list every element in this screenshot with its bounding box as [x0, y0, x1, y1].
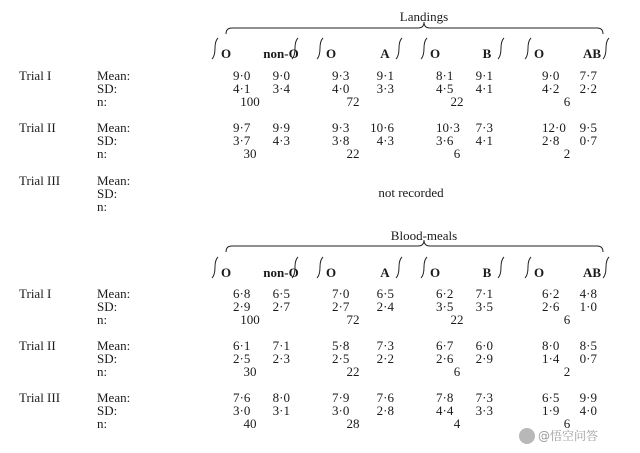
- n-value: 72: [346, 312, 360, 327]
- section-title: Blood-meals: [390, 228, 458, 243]
- sd-value: 4·5: [436, 81, 454, 96]
- sd-value: 3·7: [233, 133, 251, 148]
- group-bracket: [525, 257, 531, 278]
- sd-value: 2·7: [332, 299, 350, 314]
- stat-label: n:: [97, 199, 108, 214]
- stat-label: SD:: [97, 351, 118, 366]
- stat-label: SD:: [97, 133, 118, 148]
- group-bracket: [498, 257, 504, 278]
- mean-value: 10·3: [436, 120, 460, 135]
- group-bracket: [421, 38, 427, 59]
- sd-value: 2·5: [332, 351, 350, 366]
- sd-value: 2·2: [376, 351, 394, 366]
- mean-value: 7·3: [376, 338, 394, 353]
- stat-label: n:: [97, 146, 108, 161]
- n-value: 2: [563, 364, 571, 379]
- mean-value: 9·5: [579, 120, 597, 135]
- mean-value: 7·9: [332, 390, 350, 405]
- sd-value: 0·7: [579, 351, 597, 366]
- mean-value: 7·3: [475, 390, 493, 405]
- watermark-text: @悟空问答: [538, 429, 599, 443]
- mean-value: 8·0: [272, 390, 290, 405]
- mean-value: 9·9: [272, 120, 290, 135]
- sd-value: 4·1: [233, 81, 251, 96]
- group-bracket: [421, 257, 427, 278]
- group-header-label: AB: [582, 46, 602, 61]
- mean-value: 4·8: [579, 286, 597, 301]
- sd-value: 4·0: [579, 403, 597, 418]
- group-header-label: O: [325, 46, 337, 61]
- mean-value: 9·0: [233, 68, 251, 83]
- section-brace: [226, 240, 603, 252]
- sd-value: 0·7: [579, 133, 597, 148]
- mean-value: 8·5: [579, 338, 597, 353]
- n-value: 22: [346, 146, 360, 161]
- sd-value: 3·8: [332, 133, 350, 148]
- n-value: 100: [240, 312, 260, 327]
- trial-name: Trial II: [19, 120, 56, 135]
- n-value: 6: [453, 146, 461, 161]
- group-header-label: B: [482, 46, 492, 61]
- group-header-label: B: [482, 265, 492, 280]
- sd-value: 3·4: [272, 81, 290, 96]
- mean-value: 6·7: [436, 338, 454, 353]
- group-header-label: O: [429, 265, 441, 280]
- mean-value: 6·5: [542, 390, 560, 405]
- sd-value: 3·5: [436, 299, 454, 314]
- sd-value: 4·0: [332, 81, 350, 96]
- mean-value: 8·1: [436, 68, 454, 83]
- mean-value: 6·1: [233, 338, 251, 353]
- n-value: 22: [450, 312, 464, 327]
- stat-label: Mean:: [97, 68, 131, 83]
- n-value: 6: [453, 364, 461, 379]
- group-header-label: O: [325, 265, 337, 280]
- mean-value: 7·1: [272, 338, 290, 353]
- section-title: Landings: [399, 9, 449, 24]
- sd-value: 3·6: [436, 133, 454, 148]
- mean-value: 9·7: [233, 120, 251, 135]
- group-header-label: O: [220, 265, 232, 280]
- trial-name: Trial I: [19, 68, 52, 83]
- sd-value: 3·3: [475, 403, 493, 418]
- group-bracket: [525, 38, 531, 59]
- n-value: 4: [453, 416, 461, 431]
- sd-value: 3·5: [475, 299, 493, 314]
- stat-label: Mean:: [97, 286, 131, 301]
- n-value: 22: [346, 364, 360, 379]
- n-value: 72: [346, 94, 360, 109]
- stat-label: SD:: [97, 299, 118, 314]
- mean-value: 6·8: [233, 286, 251, 301]
- stat-label: Mean:: [97, 390, 131, 405]
- trial-name: Trial II: [19, 338, 56, 353]
- mean-value: 9·0: [542, 68, 560, 83]
- sd-value: 3·3: [376, 81, 394, 96]
- sd-value: 2·8: [376, 403, 394, 418]
- group-bracket: [603, 257, 609, 278]
- n-value: 40: [243, 416, 257, 431]
- sd-value: 4·2: [542, 81, 560, 96]
- mean-value: 7·6: [376, 390, 394, 405]
- sd-value: 1·4: [542, 351, 560, 366]
- sd-value: 4·3: [376, 133, 394, 148]
- mean-value: 6·5: [272, 286, 290, 301]
- mean-value: 6·0: [475, 338, 493, 353]
- mean-value: 12·0: [542, 120, 566, 135]
- group-bracket: [212, 38, 218, 59]
- mean-value: 6·5: [376, 286, 394, 301]
- stat-label: n:: [97, 312, 108, 327]
- sd-value: 4·1: [475, 81, 493, 96]
- mean-value: 9·3: [332, 68, 350, 83]
- trial-name: Trial III: [19, 390, 61, 405]
- sd-value: 3·1: [272, 403, 290, 418]
- sd-value: 3·0: [233, 403, 251, 418]
- group-bracket: [603, 38, 609, 59]
- stat-label: Mean:: [97, 120, 131, 135]
- stat-label: Mean:: [97, 173, 131, 188]
- trial-name: Trial III: [19, 173, 61, 188]
- mean-value: 7·7: [579, 68, 597, 83]
- n-value: 6: [563, 312, 571, 327]
- stat-label: SD:: [97, 81, 118, 96]
- group-bracket: [292, 257, 298, 278]
- n-value: 30: [243, 146, 257, 161]
- stat-label: n:: [97, 364, 108, 379]
- group-header-label: AB: [582, 265, 602, 280]
- group-header-label: O: [429, 46, 441, 61]
- sd-value: 2·6: [542, 299, 560, 314]
- section-brace: [226, 22, 603, 34]
- n-value: 22: [450, 94, 464, 109]
- not-recorded-note: not recorded: [378, 185, 444, 200]
- n-value: 30: [243, 364, 257, 379]
- mean-value: 7·3: [475, 120, 493, 135]
- mean-value: 9·9: [579, 390, 597, 405]
- mean-value: 7·0: [332, 286, 350, 301]
- group-header-label: non-O: [263, 46, 299, 61]
- group-bracket: [396, 38, 402, 59]
- n-value: 6: [563, 94, 571, 109]
- stat-label: Mean:: [97, 338, 131, 353]
- stat-label: n:: [97, 416, 108, 431]
- sd-value: 2·9: [233, 299, 251, 314]
- group-bracket: [317, 257, 323, 278]
- sd-value: 2·7: [272, 299, 290, 314]
- stat-label: SD:: [97, 403, 118, 418]
- sd-value: 2·3: [272, 351, 290, 366]
- mean-value: 9·3: [332, 120, 350, 135]
- sd-value: 2·2: [579, 81, 597, 96]
- sd-value: 4·3: [272, 133, 290, 148]
- group-bracket: [212, 257, 218, 278]
- group-header-label: non-O: [263, 265, 299, 280]
- n-value: 6: [563, 416, 571, 431]
- n-value: 28: [346, 416, 360, 431]
- mean-value: 7·1: [475, 286, 493, 301]
- group-bracket: [292, 38, 298, 59]
- group-header-label: A: [380, 46, 390, 61]
- mean-value: 7·8: [436, 390, 454, 405]
- sd-value: 4·1: [475, 133, 493, 148]
- group-header-label: O: [533, 46, 545, 61]
- mean-value: 6·2: [436, 286, 454, 301]
- stat-label: n:: [97, 94, 108, 109]
- group-bracket: [498, 38, 504, 59]
- sd-value: 2·9: [475, 351, 493, 366]
- mean-value: 8·0: [542, 338, 560, 353]
- stat-label: SD:: [97, 186, 118, 201]
- group-header-label: O: [220, 46, 232, 61]
- n-value: 100: [240, 94, 260, 109]
- mean-value: 9·1: [376, 68, 394, 83]
- mean-value: 10·6: [370, 120, 394, 135]
- sd-value: 2·6: [436, 351, 454, 366]
- sd-value: 2·5: [233, 351, 251, 366]
- mean-value: 9·0: [272, 68, 290, 83]
- group-header-label: O: [533, 265, 545, 280]
- sd-value: 2·8: [542, 133, 560, 148]
- sd-value: 4·4: [436, 403, 454, 418]
- watermark-logo-icon: [519, 428, 535, 444]
- sd-value: 3·0: [332, 403, 350, 418]
- group-bracket: [317, 38, 323, 59]
- sd-value: 1·9: [542, 403, 560, 418]
- sd-value: 1·0: [579, 299, 597, 314]
- group-header-label: A: [380, 265, 390, 280]
- mean-value: 5·8: [332, 338, 350, 353]
- mean-value: 7·6: [233, 390, 251, 405]
- n-value: 2: [563, 146, 571, 161]
- group-bracket: [396, 257, 402, 278]
- trial-name: Trial I: [19, 286, 52, 301]
- mean-value: 9·1: [475, 68, 493, 83]
- sd-value: 2·4: [376, 299, 394, 314]
- mean-value: 6·2: [542, 286, 560, 301]
